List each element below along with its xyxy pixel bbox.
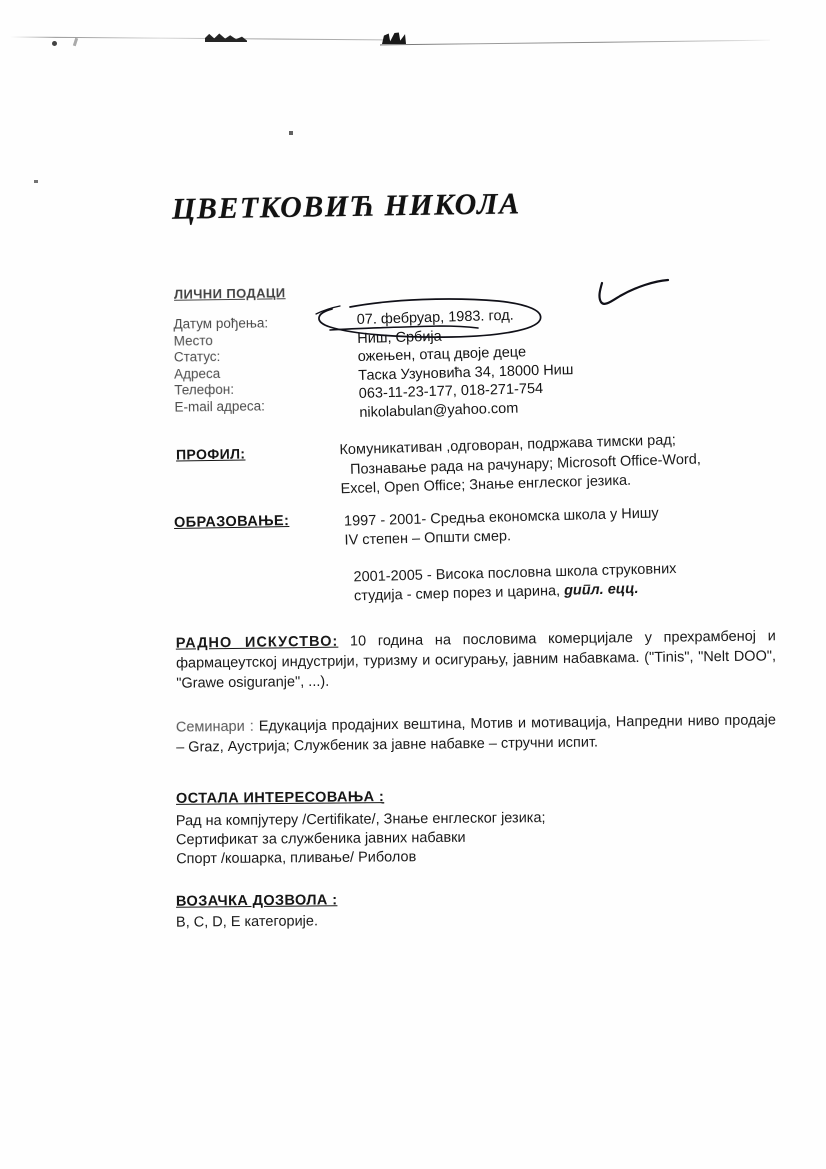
education-degree-title: дипл. ецц.: [563, 580, 639, 599]
label-email: E-mail адреса:: [174, 397, 266, 415]
seminars-label: Семинари: [175, 718, 245, 736]
work-experience-body: 10 година на пословима комерцијале у прехрамбеној и фармацеутској индустрији, туризму и осигурању, јавним набавкама. ("Tinis", "Nelt DOO", "Grawe osiguranje", ...).: [175, 628, 777, 692]
education-entry-college: [345, 557, 776, 606]
value-phone: 063-11-23-177, 018-271-754: [358, 380, 544, 402]
education-line: 1997 - 2001- Средња економска школа у Нишу: [343, 505, 659, 530]
profile-line: Комуникативан ,одговоран, подржава тимски рад;: [339, 432, 677, 459]
section-heading-personal-data: ЛИЧНИ ПОДАЦИ: [173, 285, 286, 302]
profile-line: Excel, Open Office; Знање енглеског језика.: [340, 472, 632, 498]
section-heading-work-experience: РАДНО ИСКУСТВО:: [175, 633, 339, 652]
label-phone: Телефон:: [174, 381, 235, 398]
section-heading-interests: ОСТАЛА ИНТЕРЕСОВАЊА :: [175, 789, 385, 807]
personal-data-labels: [173, 315, 269, 415]
value-address: Таска Узуновића 34, 18000 Ниш: [358, 361, 574, 384]
page-title: ЦВЕТКОВИЋ НИКОЛА: [171, 187, 521, 226]
section-heading-education: ОБРАЗОВАЊЕ:: [173, 512, 290, 532]
interests-list: [176, 808, 696, 870]
value-birth-date: 07. фебруар, 1983. год.: [356, 307, 514, 329]
education-line-prefix: студија - смер порез и царина,: [353, 582, 565, 605]
profile-text: [339, 429, 761, 500]
label-status: Статус:: [173, 349, 221, 365]
driving-licence-value: B, C, D, E категорије.: [175, 913, 319, 931]
education-entries: [344, 501, 776, 606]
profile-line: Познавање рада на рачунару; Microsoft Office-Word,: [349, 451, 702, 478]
seminars-body: Едукација продајних вештина, Мотив и мотивација, Напредни ниво продаје – Graz, Аустрија; Службеник за јавне набавке – стручни испит.: [176, 712, 776, 756]
interest-line: Рад на компјутеру /Certifikate/, Знање енглеског језика;: [175, 810, 546, 830]
section-heading-driving-licence: ВОЗАЧКА ДОЗВОЛА :: [175, 892, 338, 910]
label-birth-date: Датум рођења:: [173, 315, 269, 332]
personal-data-values: [356, 305, 574, 422]
interest-line: Сертификат за службеника јавних набавки: [175, 829, 466, 849]
value-place: Ниш, Србија: [357, 328, 442, 347]
value-email: nikolabulan@yahoo.com: [359, 400, 519, 421]
education-line: IV степен – Општи смер.: [344, 528, 512, 549]
education-entry-secondary: [344, 501, 775, 550]
education-line: 2001-2005 - Висока пословна школа струковних: [353, 560, 677, 586]
label-place: Место: [173, 332, 213, 349]
label-address: Адреса: [174, 365, 221, 382]
section-seminars: [176, 710, 776, 757]
value-status: ожењен, отац двоје деце: [357, 344, 527, 366]
section-heading-profile: ПРОФИЛ:: [175, 445, 246, 463]
seminars-separator: :: [244, 718, 259, 735]
interest-line: Спорт /кошарка, пливање/ Риболов: [176, 849, 417, 868]
section-work-experience: [176, 626, 777, 693]
work-experience-paragraph: [176, 626, 777, 693]
